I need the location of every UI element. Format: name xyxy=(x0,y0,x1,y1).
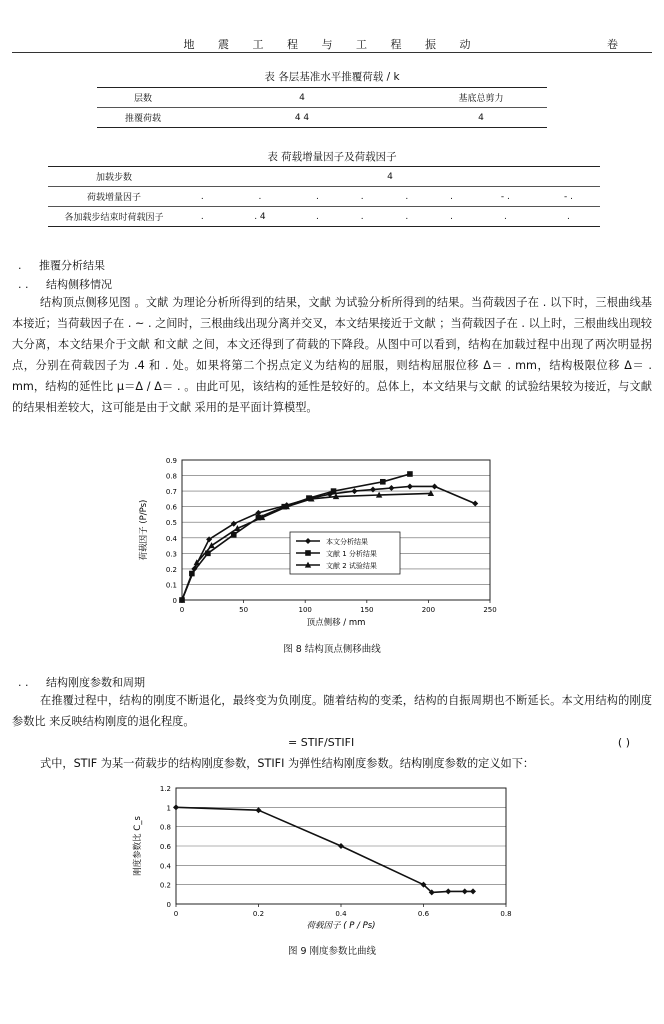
table2-cell: . xyxy=(180,187,225,207)
table1-cell: 4 4 xyxy=(189,108,415,128)
fig9-y-tick-label: 0.2 xyxy=(159,881,171,890)
table2-cell: . xyxy=(225,187,295,207)
paragraph-text: 在推覆过程中，结构的刚度不断退化，最终变为负刚度。随着结构的变柔，结构的自振周期也不断延长。本文用结构的刚度参数比 来反映结构刚度的退化程度。 xyxy=(12,694,652,728)
fig8-y-tick-label: 0.5 xyxy=(165,519,177,528)
fig8-data-point xyxy=(370,487,376,493)
table2-cell: . xyxy=(340,207,385,227)
fig8-data-point xyxy=(208,542,214,548)
fig8-y-tick-label: 0 xyxy=(172,597,177,605)
paragraph-text: 式中，STIF 为某一荷载步的结构刚度参数，STIFI 为弹性结构刚度参数。结构刚度参数的定义如下： xyxy=(40,757,535,770)
fig9-x-tick-label: 0.4 xyxy=(335,910,347,918)
fig9-series xyxy=(173,804,476,895)
fig8-axes xyxy=(182,460,490,603)
fig9-y-axis-label: 刚度参数比 C_s xyxy=(133,816,143,876)
subsection-heading xyxy=(18,674,145,690)
table2-cell: 荷载增量因子 xyxy=(48,187,180,207)
section-number: . xyxy=(18,259,22,272)
table2-caption: 表 荷载增量因子及荷载因子 xyxy=(267,151,397,163)
table2-cell: - . xyxy=(474,187,537,207)
journal-header: 地 震 工 程 与 工 程 振 动 xyxy=(183,38,481,51)
subsection-heading xyxy=(18,276,112,292)
fig9-x-tick-label: 0.6 xyxy=(417,910,430,918)
fig8-data-point xyxy=(388,485,394,491)
fig9-y-tick-label: 0 xyxy=(166,901,171,909)
fig8-data-point xyxy=(380,479,386,485)
fig8-data-point xyxy=(432,483,438,489)
fig8-y-tick-label: 0.8 xyxy=(165,472,177,481)
header-rule xyxy=(12,52,652,53)
fig8-x-tick-label: 50 xyxy=(239,606,249,614)
fig9-y-tick-label: 0.6 xyxy=(159,843,171,851)
fig8-plot-frame xyxy=(182,460,490,600)
fig8-x-tick-label: 150 xyxy=(360,606,374,614)
fig8-y-axis-label: 荷载因子 (P/Ps) xyxy=(139,499,149,561)
table2-cell: . 4 xyxy=(225,207,295,227)
body-paragraph xyxy=(12,690,652,732)
fig8-x-tick-label: 0 xyxy=(179,606,185,614)
fig8-x-tick-label: 200 xyxy=(421,606,436,614)
fig8-legend-marker xyxy=(305,550,311,556)
fig9-data-point xyxy=(462,888,468,894)
fig9-data-point xyxy=(256,807,262,813)
fig8-data-point xyxy=(472,501,478,507)
fig8-y-tick-label: 0.2 xyxy=(165,565,177,574)
subsection-title: 结构侧移情况 xyxy=(45,278,112,291)
fig8-x-axis-label: 顶点侧移 / mm xyxy=(306,618,366,628)
volume-label: 卷 xyxy=(607,38,618,51)
fig9-y-tick-label: 0.8 xyxy=(159,823,171,832)
table1-cell: 推覆荷载 xyxy=(97,108,189,128)
body-paragraph xyxy=(12,292,652,418)
fig9-x-tick-label: 0.2 xyxy=(252,910,265,918)
table2-cell: . xyxy=(385,207,430,227)
subsection-number: . . xyxy=(18,278,29,291)
table2-cell: . xyxy=(429,187,474,207)
fig8-legend-label: 本文分析结果 xyxy=(326,538,368,546)
table2-cell: . xyxy=(385,187,430,207)
fig9-y-tick-label: 1.2 xyxy=(159,785,171,793)
fig8-y-tick-label: 0.3 xyxy=(165,550,177,559)
section-title: 推覆分析结果 xyxy=(38,259,105,272)
fig9-series-line-1 xyxy=(176,807,473,892)
table2-cell: . xyxy=(295,207,340,227)
body-paragraph xyxy=(12,753,652,774)
fig9-x-axis-label: 荷载因子 ( P / Ps) xyxy=(306,921,376,931)
equation-number: ( ) xyxy=(617,736,630,749)
table2-cell: 4 xyxy=(180,167,600,187)
table2 xyxy=(48,166,600,227)
subsection-number: . . xyxy=(18,676,29,689)
fig8-legend-label: 文献 2 试验结果 xyxy=(326,562,377,570)
table1-cell: 基底总剪力 xyxy=(415,88,547,108)
fig9-data-point xyxy=(173,804,179,810)
table2-cell: . xyxy=(429,207,474,227)
paragraph-text: 结构顶点侧移见图 。文献 为理论分析所得到的结果，文献 为试验分析所得到的结果。当荷载因子在 . 以下时，三根曲线基本接近；当荷载因子在 . ~ . 之间时，三根曲线出现分离并交叉，本文结果接近于文献 ；当荷载因子在 . 以上时，三根曲线出现较大分离，本文结果介于文献 和文献 之间，本文还得到了荷载的下降段。从图中可以看到，结构在加载过程中出现了两次明显拐点，分别在荷载因子为 .4 和 . 处。如果将第二个拐点定义为结构的屈服，则结构屈服位移 Δ＝ . mm，结构极限位移 Δ＝ . mm，结构的延性比 μ＝Δ / Δ＝ . 。由此可见，该结构的延性是较好的。总体上，本文结果与文献 的试验结果较为接近，与文献 的结果相差较大，这可能是由于文献 采用的是平面计算模型。 xyxy=(12,296,652,414)
fig8-y-tick-label: 0.4 xyxy=(165,534,177,543)
fig8-y-tick-label: 0.9 xyxy=(165,457,177,465)
table2-cell: . xyxy=(537,207,600,227)
fig8-data-point xyxy=(407,471,413,477)
fig8-legend xyxy=(290,532,400,574)
fig9-x-tick-label: 0.8 xyxy=(500,910,512,918)
fig9-data-point xyxy=(338,843,344,849)
figure9-caption: 图 9 刚度参数比曲线 xyxy=(287,946,377,957)
fig9-data-point xyxy=(470,888,476,894)
fig9-y-tick-label: 1 xyxy=(166,804,171,813)
table2-cell: . xyxy=(295,187,340,207)
fig9-y-tick-label: 0.4 xyxy=(159,862,171,871)
table1-caption: 表 各层基准水平推覆荷载 / k xyxy=(264,71,400,83)
table2-cell: . xyxy=(340,187,385,207)
table2-cell: . xyxy=(474,207,537,227)
figure8-caption: 图 8 结构顶点侧移曲线 xyxy=(283,644,381,655)
figure9-chart xyxy=(128,780,528,938)
fig8-x-tick-label: 100 xyxy=(298,606,312,614)
section-heading xyxy=(18,257,105,273)
fig9-x-tick-label: 0 xyxy=(173,910,179,918)
subsection-title: 结构刚度参数和周期 xyxy=(45,676,145,689)
fig9-data-point xyxy=(445,888,451,894)
fig8-data-point xyxy=(407,483,413,489)
fig8-data-point xyxy=(331,488,337,494)
table2-cell: - . xyxy=(537,187,600,207)
table1-cell: 4 xyxy=(189,88,415,108)
table2-cell: . xyxy=(180,207,225,227)
fig9-ticks xyxy=(160,785,512,918)
fig8-data-point xyxy=(351,488,357,494)
fig8-y-tick-label: 0.1 xyxy=(165,581,177,590)
fig8-legend-label: 文献 1 分析结果 xyxy=(326,550,377,558)
figure8-chart xyxy=(130,450,510,660)
fig8-y-tick-label: 0.6 xyxy=(165,503,177,512)
table1-cell: 4 xyxy=(415,108,547,128)
fig8-x-tick-label: 250 xyxy=(483,606,497,614)
fig8-y-tick-label: 0.7 xyxy=(165,488,177,497)
table2-cell: 加载步数 xyxy=(48,167,180,187)
table1 xyxy=(97,87,547,128)
table2-cell: 各加载步结束时荷载因子 xyxy=(48,207,180,227)
equation: = STIF/STIFI xyxy=(288,736,355,749)
table1-cell: 层数 xyxy=(97,88,189,108)
